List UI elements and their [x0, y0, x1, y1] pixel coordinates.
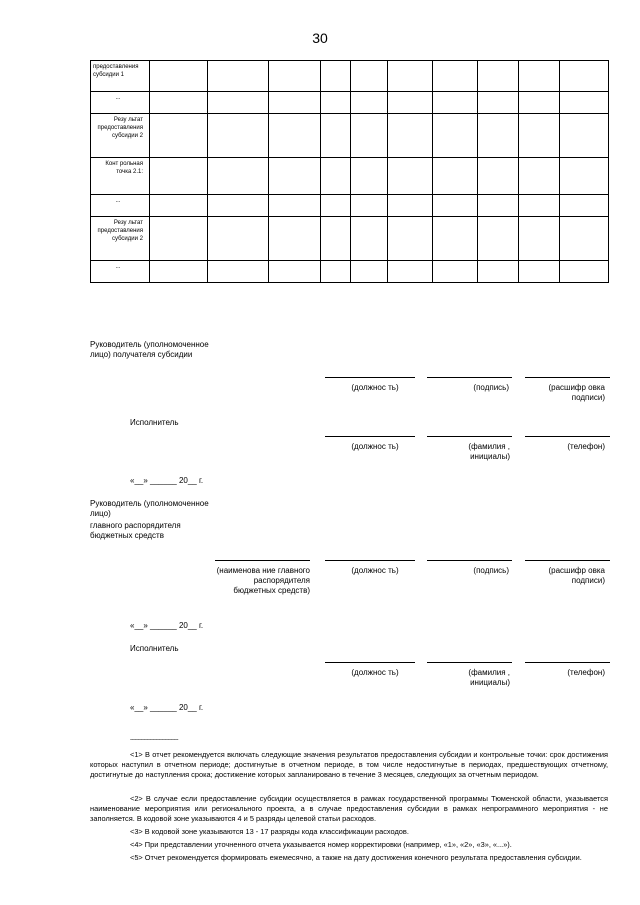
- manager-name-caption: (наименова ние главного распорядителя бюджетных средств): [216, 566, 310, 595]
- signature-line: [427, 662, 512, 663]
- manager-label: главного распорядителя бюджетных средств: [90, 521, 181, 540]
- executor-label: Исполнитель: [130, 418, 179, 427]
- page-number: 30: [312, 30, 328, 46]
- decoding-caption: (расшифр овка подписи): [548, 566, 605, 585]
- table-row: [91, 217, 609, 261]
- signature-line: [427, 377, 512, 378]
- decoding-caption: (расшифр овка подписи): [548, 383, 605, 402]
- name-caption: (фамилия , инициалы): [468, 668, 510, 687]
- table-row: [91, 114, 609, 158]
- signature-line: [525, 560, 610, 561]
- row-label: предоставления субсидии 1: [91, 61, 150, 92]
- table-row: [91, 158, 609, 195]
- row-label: Резу льтат предоставления субсидии 2: [91, 114, 150, 158]
- position-caption: (должнос ть): [351, 668, 399, 677]
- signature-line: [215, 560, 310, 561]
- footnote-2: <2> В случае если предоставление субсидии осуществляется в рамках государственной программы Тюменской области, указывается наименование мероприятия или регионального проекта, а в случае предоставления субсидии в рамках непрограммного мероприятия - не заполняется. В кодовой зоне указываются 4 и 5 разряды целевой статьи расходов.: [90, 794, 608, 823]
- footnote-3: <3> В кодовой зоне указываются 13 - 17 разряды кода классификации расходов.: [130, 827, 409, 836]
- head-recipient-label: Руководитель (уполномоченное лицо) получателя субсидии: [90, 340, 209, 359]
- head-manager-label: Руководитель (уполномоченное лицо): [90, 499, 209, 518]
- signature-line: [427, 436, 512, 437]
- results-table: [90, 60, 609, 283]
- table-row: [91, 92, 609, 114]
- row-label: ...: [91, 261, 150, 283]
- footnote-4: <4> При представлении уточненного отчета указывается номер корректировки (например, «1», «2», «3», «...»).: [130, 840, 512, 849]
- signature-line: [427, 560, 512, 561]
- footnote-separator: --------------------------------: [130, 737, 178, 743]
- position-caption: (должнос ть): [351, 566, 399, 575]
- signature-line: [325, 662, 415, 663]
- row-label: Конт рольная точка 2.1:: [91, 158, 150, 195]
- signature-line: [525, 377, 610, 378]
- footnote-5: <5> Отчет рекомендуется формировать ежемесячно, а также на дату достижения конечного результата предоставления субсидии.: [130, 853, 582, 862]
- row-label: ...: [91, 195, 150, 217]
- phone-caption: (телефон): [567, 668, 605, 677]
- date-line: «__» ______ 20__ г.: [130, 703, 204, 712]
- footnote-1: <1> В отчет рекомендуется включать следующие значения результатов предоставления субсидии и контрольные точки: срок достижения которых наступил в отчетном периоде; достигнутые в отчетном периоде, в том числе недостигнутые в периодах, предшествующих отчетному, достигнутые до наступления срока; достижение которых запланировано в течение 3 месяцев, следующих за отчетным периодом.: [90, 750, 608, 779]
- signature-line: [525, 436, 610, 437]
- date-line: «__» ______ 20__ г.: [130, 621, 204, 630]
- signature-line: [325, 560, 415, 561]
- date-line: «__» ______ 20__ г.: [130, 476, 204, 485]
- position-caption: (должнос ть): [351, 442, 399, 451]
- executor-label: Исполнитель: [130, 644, 179, 653]
- signature-line: [325, 377, 415, 378]
- table-row: [91, 195, 609, 217]
- name-caption: (фамилия , инициалы): [468, 442, 510, 461]
- row-label: ...: [91, 92, 150, 114]
- table-row: [91, 261, 609, 283]
- signature-caption: (подпись): [473, 383, 509, 392]
- signature-line: [525, 662, 610, 663]
- row-label: Резу льтат предоставления субсидии 2: [91, 217, 150, 261]
- signature-caption: (подпись): [473, 566, 509, 575]
- table-row: [91, 61, 609, 92]
- phone-caption: (телефон): [567, 442, 605, 451]
- signature-line: [325, 436, 415, 437]
- position-caption: (должнос ть): [351, 383, 399, 392]
